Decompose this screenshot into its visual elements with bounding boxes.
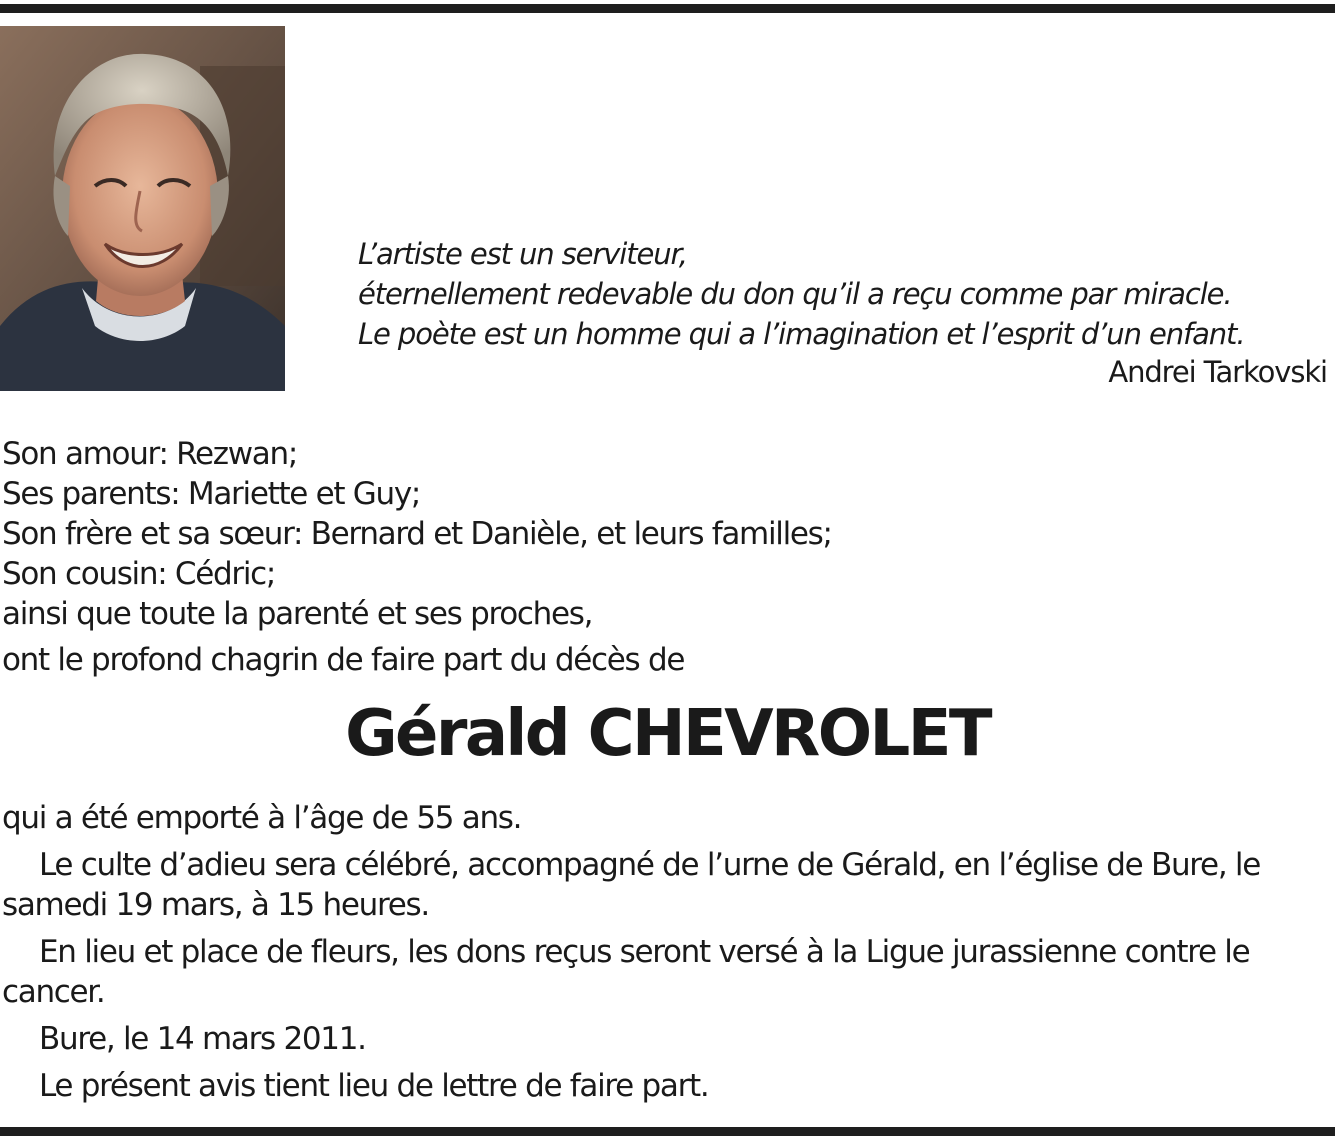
- family-line: Ses parents: Mariette et Guy;: [2, 476, 421, 512]
- epigraph-quote: [358, 234, 1328, 354]
- bottom-rule: [0, 1127, 1335, 1136]
- announcement-line: ont le profond chagrin de faire part du décès de: [2, 642, 685, 678]
- family-line: Son cousin: Cédric;: [2, 556, 276, 592]
- deceased-name: Gérald CHEVROLET: [345, 697, 990, 771]
- donations-paragraph: En lieu et place de fleurs, les dons reçus seront versé à la Ligue jurassienne contre le cancer.: [2, 934, 1250, 1010]
- portrait-photo: [0, 26, 285, 391]
- notice-body: [2, 798, 1332, 1113]
- quote-line: éternellement redevable du don qu’il a reçu comme par miracle.: [358, 277, 1232, 311]
- quote-line: L’artiste est un serviteur,: [358, 237, 687, 271]
- family-line: ainsi que toute la parenté et ses proches,: [2, 596, 593, 632]
- quote-line: Le poète est un homme qui a l’imagination et l’esprit d’un enfant.: [358, 317, 1245, 351]
- notice-line: Le présent avis tient lieu de lettre de faire part.: [39, 1068, 709, 1104]
- quote-author: Andrei Tarkovski: [1108, 355, 1327, 389]
- place-date-line: Bure, le 14 mars 2011.: [39, 1021, 366, 1057]
- age-line: qui a été emporté à l’âge de 55 ans.: [2, 800, 522, 836]
- family-line: Son frère et sa sœur: Bernard et Danièle, et leurs familles;: [2, 516, 832, 552]
- top-rule: [0, 4, 1335, 13]
- family-line: Son amour: Rezwan;: [2, 436, 297, 472]
- family-list: [2, 434, 832, 634]
- ceremony-paragraph: Le culte d’adieu sera célébré, accompagné de l’urne de Gérald, en l’église de Bure, le samedi 19 mars, à 15 heures.: [2, 847, 1261, 923]
